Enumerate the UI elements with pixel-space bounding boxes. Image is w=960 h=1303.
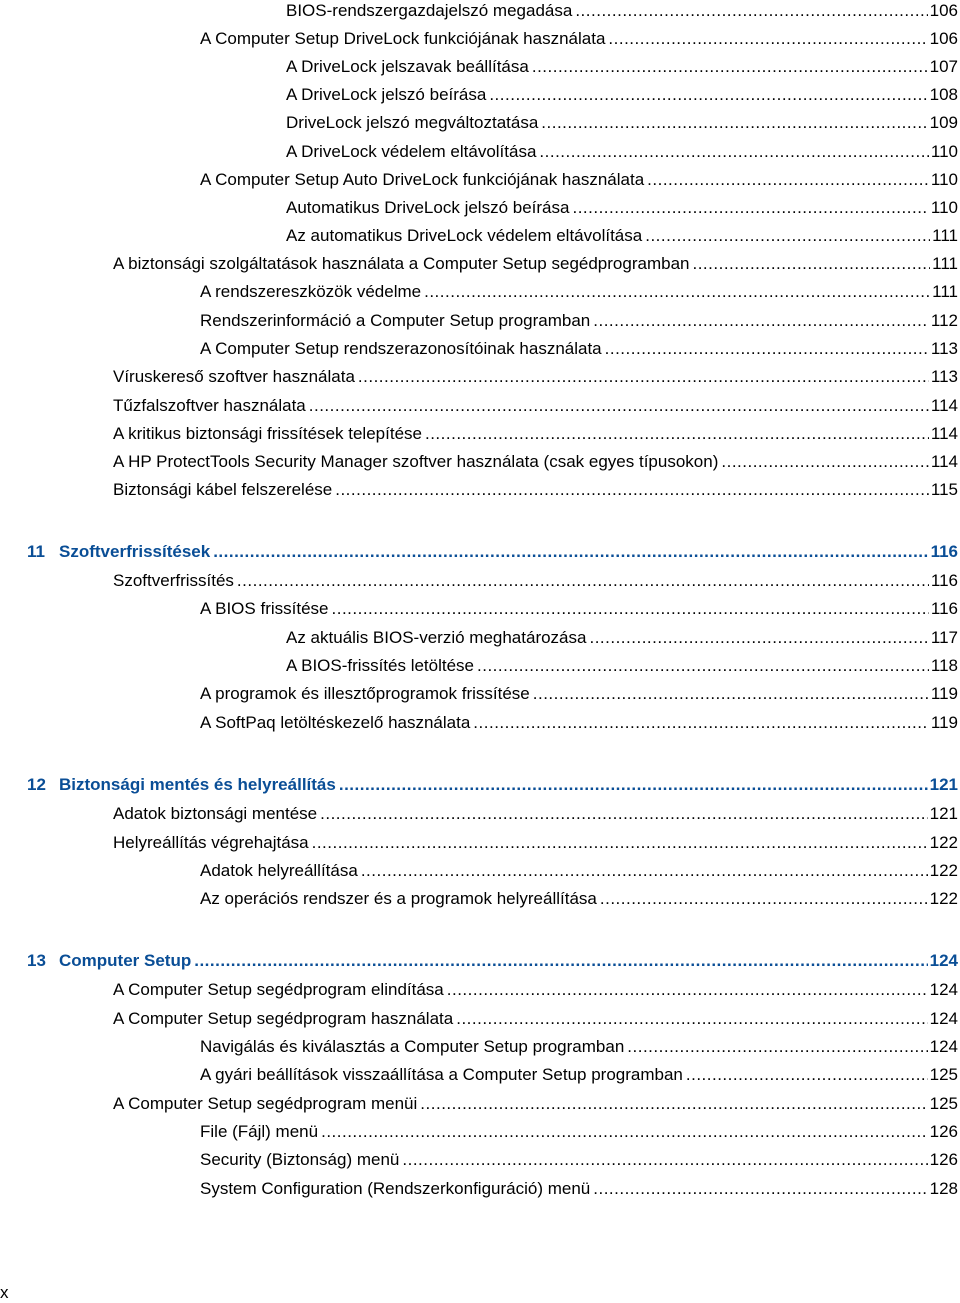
toc-entry[interactable] — [113, 570, 958, 592]
dot-leader — [473, 712, 929, 734]
dot-leader — [572, 197, 928, 219]
toc-entry-title: BIOS-rendszergazdajelszó megadása — [286, 1, 573, 20]
dot-leader — [489, 84, 927, 106]
toc-entry-title: A DriveLock védelem eltávolítása — [286, 142, 537, 161]
page-number: 106 — [929, 29, 958, 48]
dot-leader — [420, 1093, 927, 1115]
page-number: 117 — [930, 628, 958, 647]
page-number: 114 — [930, 396, 958, 415]
toc-entry-title: A rendszereszközök védelme — [200, 282, 422, 301]
toc-entry-title: Víruskereső szoftver használata — [113, 367, 355, 386]
toc-entry[interactable] — [286, 141, 958, 163]
dot-leader — [533, 683, 929, 705]
toc-entry[interactable] — [286, 627, 958, 649]
dot-leader — [312, 832, 928, 854]
page-number: 114 — [930, 452, 958, 471]
toc-entry[interactable] — [113, 803, 958, 825]
page-number: 124 — [929, 980, 958, 999]
toc-entry[interactable] — [200, 683, 958, 705]
toc-entry-title: Az operációs rendszer és a programok helyreállítása — [200, 889, 597, 908]
chapter-title: Szoftverfrissítések — [59, 542, 211, 561]
page-number: 119 — [930, 684, 958, 703]
page-number: 111 — [932, 226, 958, 245]
page-number: 110 — [930, 170, 958, 189]
toc-chapter-entry[interactable] — [27, 541, 958, 563]
toc-entry-title: A biztonsági szolgáltatások használata a Computer Setup segédprogramban — [113, 254, 690, 273]
dot-leader — [608, 28, 927, 50]
dot-leader — [541, 112, 927, 134]
toc-entry-title: Adatok biztonsági mentése — [113, 804, 318, 823]
toc-entry-title: A BIOS-frissítés letöltése — [286, 656, 475, 675]
page-number: 111 — [932, 282, 958, 301]
page-number: 116 — [930, 599, 958, 618]
toc-entry[interactable] — [200, 598, 958, 620]
toc-entry[interactable] — [200, 28, 958, 50]
dot-leader — [332, 598, 929, 620]
toc-entry-title: Automatikus DriveLock jelszó beírása — [286, 198, 570, 217]
dot-leader — [309, 395, 929, 417]
page-number: 121 — [929, 804, 958, 823]
toc-entry[interactable] — [200, 1178, 958, 1200]
toc-entry[interactable] — [200, 1121, 958, 1143]
toc-entry-title: A Computer Setup segédprogram elindítása — [113, 980, 444, 999]
toc-entry-title: A Computer Setup Auto DriveLock funkciójának használata — [200, 170, 645, 189]
dot-leader — [692, 253, 930, 275]
dot-leader — [589, 627, 928, 649]
toc-entry[interactable] — [286, 84, 958, 106]
toc-chapter-entry[interactable] — [27, 950, 958, 972]
toc-entry-title: Az automatikus DriveLock védelem eltávolítása — [286, 226, 643, 245]
toc-entry[interactable] — [113, 451, 958, 473]
dot-leader — [477, 655, 929, 677]
toc-entry[interactable] — [113, 253, 958, 275]
toc-entry[interactable] — [200, 860, 958, 882]
toc-entry[interactable] — [200, 169, 958, 191]
dot-leader — [575, 0, 927, 22]
toc-entry[interactable] — [113, 423, 958, 445]
toc-entry-title: Navigálás és kiválasztás a Computer Setup programban — [200, 1037, 625, 1056]
toc-entry[interactable] — [200, 1149, 958, 1171]
toc-entry[interactable] — [286, 56, 958, 78]
dot-leader — [424, 281, 930, 303]
page-number: 116 — [930, 571, 958, 590]
dot-leader — [539, 141, 928, 163]
toc-entry-title: Security (Biztonság) menü — [200, 1150, 400, 1169]
chapter-number: 13 — [27, 951, 46, 970]
toc-entry[interactable] — [113, 479, 958, 501]
toc-entry-title: DriveLock jelszó megváltoztatása — [286, 113, 539, 132]
page-number: 111 — [932, 254, 958, 273]
page-number: 107 — [929, 57, 958, 76]
toc-entry-title: A gyári beállítások visszaállítása a Computer Setup programban — [200, 1065, 683, 1084]
page-number-footer: x — [0, 1283, 9, 1302]
page-number: 125 — [929, 1094, 958, 1113]
page-number: 119 — [930, 713, 958, 732]
dot-leader — [593, 310, 929, 332]
dot-leader — [335, 479, 929, 501]
dot-leader — [600, 888, 928, 910]
toc-entry[interactable] — [113, 832, 958, 854]
page-number: 122 — [929, 889, 958, 908]
toc-entry-title: Biztonsági kábel felszerelése — [113, 480, 333, 499]
page-number: 110 — [930, 198, 958, 217]
toc-entry[interactable] — [113, 366, 958, 388]
page-number: 122 — [929, 861, 958, 880]
page-number: 112 — [930, 311, 958, 330]
dot-leader — [194, 950, 927, 972]
dot-leader — [645, 225, 930, 247]
toc-entry[interactable] — [113, 1093, 958, 1115]
page-number: 122 — [929, 833, 958, 852]
page-number: 118 — [930, 656, 958, 675]
page-number: 124 — [929, 1037, 958, 1056]
toc-entry-title — [27, 774, 339, 796]
toc-entry[interactable] — [200, 888, 958, 910]
dot-leader — [647, 169, 929, 191]
toc-entry-title: A Computer Setup rendszerazonosítóinak használata — [200, 339, 602, 358]
dot-leader — [213, 541, 928, 563]
toc-entry-title: A kritikus biztonsági frissítések telepítése — [113, 424, 422, 443]
toc-entry-title: Tűzfalszoftver használata — [113, 396, 306, 415]
dot-leader — [361, 860, 928, 882]
dot-leader — [358, 366, 929, 388]
toc-entry[interactable] — [286, 225, 958, 247]
page-number: 113 — [930, 367, 958, 386]
toc-entry[interactable] — [286, 0, 958, 22]
toc-entry[interactable] — [200, 310, 958, 332]
toc-entry[interactable] — [286, 197, 958, 219]
toc-entry[interactable] — [286, 112, 958, 134]
dot-leader — [237, 570, 929, 592]
toc-entry-title: Helyreállítás végrehajtása — [113, 833, 309, 852]
toc-entry-title: A SoftPaq letöltéskezelő használata — [200, 713, 471, 732]
toc-entry[interactable] — [200, 712, 958, 734]
dot-leader — [320, 803, 928, 825]
page-number: 125 — [929, 1065, 958, 1084]
toc-entry-title: A HP ProtectTools Security Manager szoftver használata (csak egyes típusokon) — [113, 452, 719, 471]
toc-entry[interactable] — [200, 1064, 958, 1086]
toc-entry-title: Szoftverfrissítés — [113, 571, 234, 590]
toc-entry-title: Az aktuális BIOS-verzió meghatározása — [286, 628, 587, 647]
page-number: 126 — [929, 1122, 958, 1141]
chapter-number: 12 — [27, 775, 46, 794]
toc-entry[interactable] — [286, 655, 958, 677]
page-number: 121 — [929, 775, 958, 794]
dot-leader — [456, 1008, 927, 1030]
page-number: 106 — [929, 1, 958, 20]
chapter-number: 11 — [27, 542, 45, 561]
page-number: 124 — [929, 951, 958, 970]
page-number: 128 — [929, 1179, 958, 1198]
toc-entry-title: A programok és illesztőprogramok frissítése — [200, 684, 530, 703]
toc-entry-title: File (Fájl) menü — [200, 1122, 319, 1141]
page-number: 124 — [929, 1009, 958, 1028]
page-number: 108 — [929, 85, 958, 104]
toc-entry-title: A Computer Setup segédprogram használata — [113, 1009, 454, 1028]
toc-entry-title: A BIOS frissítése — [200, 599, 329, 618]
page-number: 114 — [930, 424, 958, 443]
toc-entry-title: Rendszerinformáció a Computer Setup programban — [200, 311, 591, 330]
chapter-title: Computer Setup — [59, 951, 192, 970]
dot-leader — [339, 774, 928, 796]
toc-entry[interactable] — [113, 979, 958, 1001]
toc-chapter-entry[interactable] — [27, 774, 958, 796]
page-number: 116 — [930, 542, 958, 561]
dot-leader — [721, 451, 929, 473]
toc-entry-title: System Configuration (Rendszerkonfiguráció) menü — [200, 1179, 591, 1198]
page-number: 115 — [930, 480, 958, 499]
dot-leader — [425, 423, 929, 445]
toc-entry-title: Adatok helyreállítása — [200, 861, 358, 880]
dot-leader — [605, 338, 929, 360]
toc-entry[interactable] — [200, 1036, 958, 1058]
toc-entry[interactable] — [200, 281, 958, 303]
dot-leader — [627, 1036, 927, 1058]
page-number: 110 — [930, 142, 958, 161]
toc-entry[interactable] — [113, 395, 958, 417]
toc-entry-title: A Computer Setup segédprogram menüi — [113, 1094, 418, 1113]
chapter-title: Biztonsági mentés és helyreállítás — [59, 775, 336, 794]
dot-leader — [593, 1178, 927, 1200]
toc-entry-title: A DriveLock jelszó beírása — [286, 85, 487, 104]
page-number: 109 — [929, 113, 958, 132]
toc-entry-title — [27, 950, 194, 972]
page-number: 113 — [930, 339, 958, 358]
toc-entry-title: A Computer Setup DriveLock funkciójának használata — [200, 29, 606, 48]
dot-leader — [686, 1064, 928, 1086]
toc-entry[interactable] — [200, 338, 958, 360]
dot-leader — [532, 56, 928, 78]
dot-leader — [402, 1149, 927, 1171]
dot-leader — [321, 1121, 928, 1143]
toc-entry-title: A DriveLock jelszavak beállítása — [286, 57, 529, 76]
dot-leader — [447, 979, 928, 1001]
page-number: 126 — [929, 1150, 958, 1169]
toc-entry[interactable] — [113, 1008, 958, 1030]
toc-entry-title — [27, 541, 213, 563]
